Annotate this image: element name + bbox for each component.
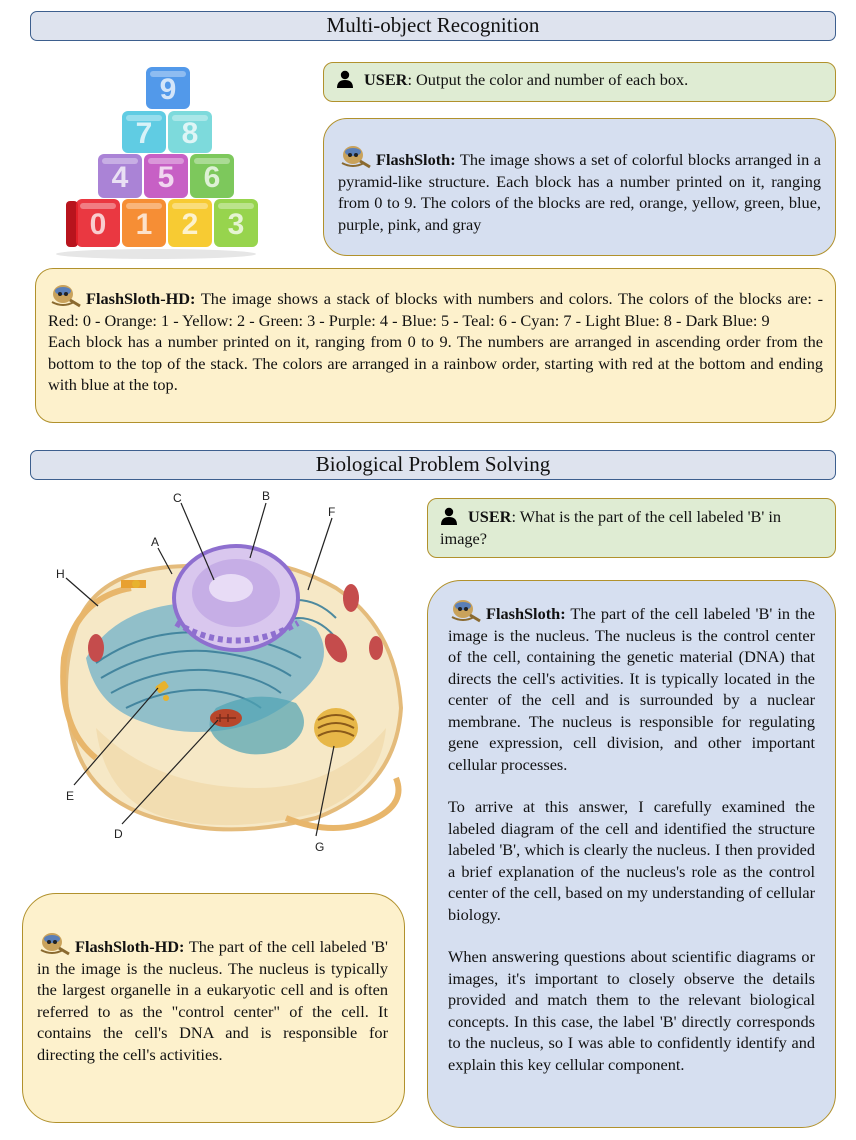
toy-block-digit: 5	[157, 161, 175, 194]
cell-label-e: E	[66, 789, 75, 803]
cell-label-h: H	[56, 567, 65, 581]
flashsloth-hd-label: FlashSloth-HD:	[86, 289, 196, 308]
toy-block-digit: 7	[135, 117, 153, 150]
flashsloth-answer-box-2	[427, 580, 836, 1128]
toy-block-6	[190, 154, 234, 198]
toy-block-7	[122, 111, 166, 153]
toy-block-3	[214, 199, 258, 247]
cell-label-b: B	[262, 489, 271, 503]
flashsloth-hd-label: FlashSloth-HD:	[75, 937, 185, 956]
toy-block-digit: 9	[159, 73, 177, 106]
cell-label-a: A	[151, 535, 160, 549]
section-header-multi-object: Multi-object Recognition	[30, 11, 836, 41]
sloth-mascot-icon	[48, 280, 82, 308]
flashsloth-hd-answer-text-1: The image shows a stack of blocks with numbers and colors. The colors of the blocks are: - Red: 0 - Orange: 1 - Yellow: 2 - Green: 3 - Purple: 4 - Blue: 5 - Teal: 6 - Cyan: 7 - Light Blue: 8 - Dark Blue: 9	[48, 289, 823, 330]
toy-block-digit: 4	[111, 161, 129, 194]
flashsloth-label: FlashSloth:	[376, 150, 456, 169]
cell-label-d: D	[114, 827, 123, 841]
toy-block-1	[122, 199, 166, 247]
user-question: : Output the color and number of each box.	[407, 70, 689, 89]
user-message-box-1	[323, 62, 836, 102]
flashsloth-answer-box-1	[323, 118, 836, 256]
flashsloth-answer-p3: When answering questions about scientific diagrams or images, it's important to closely observe the details provided and match them to the relevant biological concepts. In this case, the label 'B' directly corresponds to the nucleus, so I was able to confidently identify and explain this key cellular component.	[448, 947, 815, 1074]
toy-block-9	[146, 67, 190, 109]
flashsloth-label: FlashSloth:	[486, 604, 566, 623]
section-header-biological: Biological Problem Solving	[30, 450, 836, 480]
cell-label-f: F	[328, 505, 336, 519]
toy-block-4	[98, 154, 142, 198]
toy-block-2	[168, 199, 212, 247]
flashsloth-answer-p2: To arrive at this answer, I carefully examined the labeled diagram of the cell and identified the structure labeled 'B', which is clearly the nucleus. I then provided a brief explanation of the nucleus's role as the control center of the cell, based on my understanding of cellular biology.	[448, 797, 815, 924]
user-question: : What is the part of the cell labeled 'B' in image?	[440, 507, 782, 548]
toy-block-digit: 3	[227, 208, 245, 241]
flashsloth-hd-answer-box-1	[35, 268, 836, 423]
cell-diagram	[36, 488, 416, 858]
user-icon	[440, 507, 458, 525]
sloth-mascot-icon	[37, 928, 71, 956]
flashsloth-answer-p1: The part of the cell labeled 'B' in the image is the nucleus. The nucleus is the control center of the cell, containing the genetic material (DNA) that directs the cell's activities. It is typically located in the center of the cell and is surrounded by a nuclear membrane. The nucleus is responsible for regulating gene expression, cell division, and other important cellular processes.	[448, 604, 815, 774]
toy-block-digit: 0	[89, 208, 107, 241]
colored-blocks-image	[36, 49, 286, 259]
toy-block-digit: 1	[135, 208, 153, 241]
flashsloth-hd-answer-text: The part of the cell labeled 'B' in the image is the nucleus. The nucleus is typically the largest organelle in a eukaryotic cell and is often referred to as the "control center" of the cell. It contains the cell's DNA and is responsible for directing the cell's activities.	[37, 937, 388, 1064]
toy-block-8	[168, 111, 212, 153]
cell-label-c: C	[173, 491, 182, 505]
flashsloth-answer-text: The image shows a set of colorful blocks arranged in a pyramid-like structure. Each block has a number printed on it, ranging from 0 to 9. The colors of the blocks are red, orange, yellow, green, blue, purple, pink, and gray	[338, 150, 821, 234]
sloth-mascot-icon	[338, 141, 372, 169]
user-label: USER	[468, 507, 512, 526]
flashsloth-hd-answer-text-2: Each block has a number printed on it, ranging from 0 to 9. The numbers are arranged in ascending order from the bottom to the top of the stack. The colors are arranged in a rainbow order, starting with red at the bottom and ending with blue at the top.	[48, 332, 823, 394]
cell-label-g: G	[315, 840, 325, 854]
toy-block-digit: 6	[203, 161, 221, 194]
user-icon	[336, 70, 354, 88]
toy-block-0	[76, 199, 120, 247]
toy-block-digit: 8	[181, 117, 199, 150]
flashsloth-hd-answer-box-2	[22, 893, 405, 1123]
user-label: USER	[364, 70, 408, 89]
toy-block-5	[144, 154, 188, 198]
toy-block-digit: 2	[181, 208, 199, 241]
sloth-mascot-icon	[448, 595, 482, 623]
user-message-box-2	[427, 498, 836, 558]
